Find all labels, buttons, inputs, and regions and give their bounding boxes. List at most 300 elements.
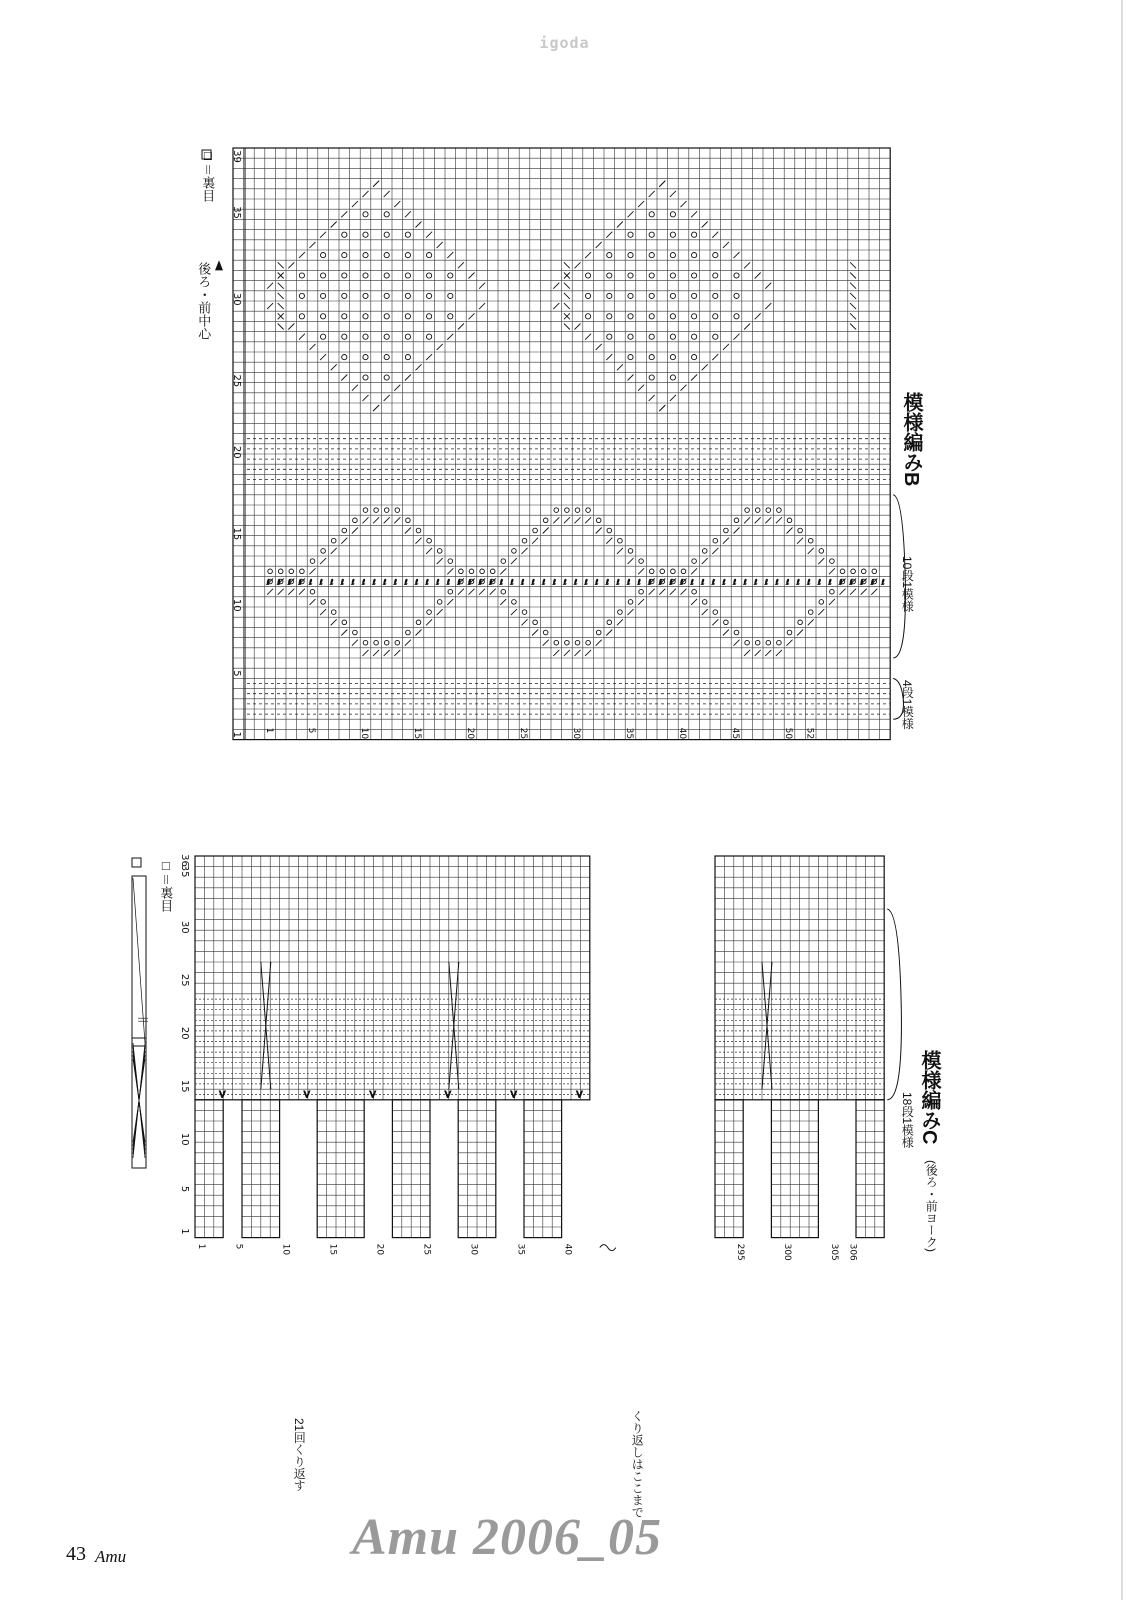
decrease-symbol bbox=[320, 354, 326, 360]
twisted-stitch: ℓ bbox=[690, 578, 694, 587]
wave-decrease bbox=[712, 619, 718, 625]
twisted-stitch: ℓ bbox=[881, 578, 885, 587]
yarn-over-symbol bbox=[628, 273, 633, 278]
wave-decrease bbox=[776, 517, 782, 523]
wave-decrease bbox=[320, 609, 326, 615]
decrease-symbol bbox=[310, 242, 316, 248]
chart-b-row-label: 10 bbox=[231, 598, 242, 612]
wave-decrease bbox=[405, 528, 411, 534]
chart-b-title: 模様編みB bbox=[900, 392, 922, 487]
wave-decrease bbox=[416, 538, 422, 544]
twisted-stitch: ℓ bbox=[351, 578, 355, 587]
cross-symbol bbox=[564, 283, 570, 289]
yarn-over-symbol bbox=[405, 273, 410, 278]
wave-decrease bbox=[352, 528, 358, 534]
wave-yarn-over bbox=[628, 600, 633, 605]
wave-yarn-over bbox=[830, 589, 835, 594]
wave-yarn-over bbox=[448, 589, 453, 594]
wave-decrease bbox=[617, 548, 623, 554]
wave-yarn-over bbox=[596, 630, 601, 635]
decrease-symbol bbox=[288, 262, 294, 268]
yarn-over-symbol bbox=[448, 273, 453, 278]
yarn-over-symbol bbox=[427, 273, 432, 278]
chart-b-row-label: 35 bbox=[231, 206, 242, 219]
chart-c-repeat-note: 21回くり返す bbox=[292, 1418, 307, 1492]
wave-decrease bbox=[861, 589, 867, 595]
chart-c-title: 模様編みC bbox=[918, 1050, 940, 1145]
yarn-over-symbol bbox=[427, 334, 432, 339]
wave-decrease bbox=[564, 517, 570, 523]
wave-yarn-over bbox=[363, 640, 368, 645]
yarn-over-symbol bbox=[670, 253, 675, 258]
yarn-over-symbol bbox=[363, 314, 368, 319]
cross-symbol bbox=[278, 293, 284, 299]
wave-decrease bbox=[553, 517, 559, 523]
decrease-symbol bbox=[670, 191, 676, 197]
yarn-over-symbol bbox=[670, 293, 675, 298]
decrease-symbol bbox=[288, 324, 294, 330]
wave-decrease bbox=[638, 568, 644, 574]
twisted-stitch: ℓ bbox=[521, 578, 525, 587]
twisted-stitch: ℓ bbox=[786, 578, 790, 587]
wave-yarn-over bbox=[840, 569, 845, 574]
twisted-stitch: ℓ bbox=[404, 578, 408, 587]
yarn-over-symbol bbox=[649, 334, 654, 339]
yarn-over-symbol bbox=[692, 334, 697, 339]
twisted-stitch: ℓ bbox=[553, 578, 556, 587]
wave-decrease bbox=[628, 558, 634, 564]
yarn-over-symbol bbox=[692, 355, 697, 360]
yarn-over-symbol bbox=[342, 232, 347, 237]
chart-c-col-label: 305 bbox=[828, 1243, 839, 1261]
yarn-over-symbol bbox=[649, 355, 654, 360]
yarn-over-symbol bbox=[586, 273, 591, 278]
wave-yarn-over bbox=[777, 640, 782, 645]
chart-c-col-label: 295 bbox=[734, 1243, 745, 1261]
wave-decrease bbox=[310, 568, 316, 574]
twisted-stitch: ℓ bbox=[807, 578, 811, 587]
yarn-over-symbol bbox=[448, 314, 453, 319]
chart-b-row-label: 1 bbox=[231, 731, 242, 738]
decrease-symbol bbox=[659, 181, 665, 187]
yarn-over-symbol bbox=[427, 253, 432, 258]
wave-yarn-over bbox=[861, 569, 866, 574]
yarn-over-symbol bbox=[342, 273, 347, 278]
wave-yarn-over bbox=[702, 600, 707, 605]
wave-yarn-over bbox=[416, 528, 421, 533]
twisted-stitch: ℓ bbox=[754, 578, 758, 587]
decrease-symbol bbox=[744, 324, 750, 330]
wave-yarn-over bbox=[851, 569, 856, 574]
wave-decrease bbox=[744, 650, 750, 656]
decrease-symbol bbox=[394, 385, 400, 391]
page-edge-shadow bbox=[1121, 0, 1123, 1600]
wave-decrease bbox=[797, 630, 803, 636]
yarn-over-symbol bbox=[363, 355, 368, 360]
decrease-symbol bbox=[363, 191, 369, 197]
yarn-over-symbol bbox=[405, 253, 410, 258]
chart-b-col-label: 20 bbox=[465, 727, 476, 740]
wave-decrease bbox=[426, 548, 432, 554]
twisted-stitch: ℓ bbox=[637, 578, 641, 587]
rib-strip bbox=[856, 1100, 884, 1238]
chart-c-repeat: 18段1模様 bbox=[900, 1092, 915, 1149]
wave-decrease bbox=[384, 650, 390, 656]
wave-yarn-over bbox=[755, 640, 760, 645]
rib-strip bbox=[317, 1100, 364, 1238]
chart-b-col-label: 10 bbox=[359, 727, 370, 740]
wave-yarn-over bbox=[395, 640, 400, 645]
wave-decrease bbox=[500, 599, 506, 605]
decrease-symbol bbox=[341, 375, 347, 381]
chart-b-col-label: 15 bbox=[412, 727, 423, 740]
wave-decrease bbox=[299, 589, 305, 595]
wave-decrease bbox=[808, 619, 814, 625]
wave-yarn-over bbox=[353, 630, 358, 635]
chart-b-row-label: 30 bbox=[231, 292, 242, 306]
wave-yarn-over bbox=[724, 528, 729, 533]
wave-decrease bbox=[405, 640, 411, 646]
twisted-stitch: ℓ bbox=[743, 578, 747, 587]
yarn-over-symbol bbox=[607, 314, 612, 319]
wave-yarn-over bbox=[798, 528, 803, 533]
decrease-symbol bbox=[617, 364, 623, 370]
cross-symbol bbox=[850, 262, 856, 268]
wave-yarn-over bbox=[639, 559, 644, 564]
yarn-over-symbol bbox=[628, 253, 633, 258]
yarn-over-symbol bbox=[363, 253, 368, 258]
decrease-symbol bbox=[352, 201, 358, 207]
chart-c-row-label: 1 bbox=[179, 1228, 190, 1235]
wave-yarn-over bbox=[618, 610, 623, 615]
yarn-over-symbol bbox=[734, 273, 739, 278]
wave-decrease bbox=[818, 558, 824, 564]
wave-decrease bbox=[447, 599, 453, 605]
yarn-over-symbol bbox=[628, 334, 633, 339]
wave-yarn-over bbox=[416, 620, 421, 625]
bracket-18-rows bbox=[887, 909, 901, 1100]
wave-decrease bbox=[394, 650, 400, 656]
decrease-symbol bbox=[426, 354, 432, 360]
chart-c-row-label: 10 bbox=[179, 1132, 190, 1146]
chart-c-col-label: 1 bbox=[196, 1243, 206, 1250]
yarn-over-symbol bbox=[321, 334, 326, 339]
wave-decrease bbox=[787, 528, 793, 534]
wave-yarn-over bbox=[819, 549, 824, 554]
chart-c-gridlines bbox=[195, 856, 884, 1238]
wave-yarn-over bbox=[724, 620, 729, 625]
wave-decrease bbox=[384, 517, 390, 523]
chart-b-row-label: 20 bbox=[231, 445, 242, 459]
yarn-over-symbol bbox=[692, 273, 697, 278]
increase-symbol: V bbox=[510, 1090, 517, 1101]
twisted-stitch: ℓ bbox=[542, 578, 546, 587]
yarn-over-symbol bbox=[321, 293, 326, 298]
wave-yarn-over bbox=[819, 600, 824, 605]
wave-yarn-over bbox=[533, 528, 538, 533]
wave-yarn-over bbox=[618, 538, 623, 543]
wave-yarn-over bbox=[607, 528, 612, 533]
decrease-symbol bbox=[384, 395, 390, 401]
chart-b-col-label: 45 bbox=[730, 727, 741, 740]
yarn-over-symbol bbox=[628, 293, 633, 298]
yarn-over-symbol bbox=[692, 293, 697, 298]
yarn-over-symbol bbox=[713, 293, 718, 298]
decrease-symbol bbox=[723, 242, 729, 248]
twisted-stitch: ℓ bbox=[330, 578, 334, 587]
wave-yarn-over bbox=[448, 559, 453, 564]
yarn-over-symbol bbox=[363, 375, 368, 380]
chart-c-row-label: 36 bbox=[179, 854, 190, 867]
chart-c-col-label: 10 bbox=[280, 1243, 291, 1256]
chart-c-col-label: 5 bbox=[233, 1243, 244, 1250]
yarn-over-symbol bbox=[384, 212, 389, 217]
wave-decrease bbox=[787, 640, 793, 646]
yarn-over-symbol bbox=[342, 314, 347, 319]
decrease-symbol bbox=[352, 385, 358, 391]
twisted-stitch: ℓ bbox=[818, 578, 821, 587]
wave-yarn-over bbox=[331, 610, 336, 615]
wave-yarn-over bbox=[607, 620, 612, 625]
wave-yarn-over bbox=[660, 569, 665, 574]
decrease-symbol bbox=[765, 283, 771, 289]
yarn-over-symbol bbox=[670, 355, 675, 360]
decrease-symbol bbox=[606, 354, 612, 360]
decrease-symbol bbox=[734, 334, 740, 340]
yarn-over-symbol bbox=[342, 334, 347, 339]
wave-decrease bbox=[649, 589, 655, 595]
wave-yarn-over bbox=[543, 518, 548, 523]
decrease-symbol bbox=[458, 262, 464, 268]
wave-yarn-over bbox=[268, 569, 273, 574]
decrease-symbol bbox=[553, 283, 559, 289]
chart-b-col-label: 5 bbox=[306, 727, 317, 734]
twisted-stitch: ℓ bbox=[319, 578, 323, 587]
wave-yarn-over bbox=[289, 569, 294, 574]
wave-decrease bbox=[543, 528, 549, 534]
wave-yarn-over bbox=[331, 538, 336, 543]
wave-decrease bbox=[363, 650, 369, 656]
twisted-stitch: ℓ bbox=[415, 578, 419, 587]
decrease-symbol bbox=[426, 232, 432, 238]
wave-yarn-over bbox=[798, 620, 803, 625]
wave-decrease bbox=[532, 538, 538, 544]
yarn-over-symbol bbox=[670, 375, 675, 380]
wave-yarn-over bbox=[787, 518, 792, 523]
wave-yarn-over bbox=[363, 508, 368, 513]
yarn-over-symbol bbox=[649, 273, 654, 278]
chart-b-row-label: 15 bbox=[231, 527, 242, 541]
chart-b-grid bbox=[200, 140, 920, 760]
wave-yarn-over bbox=[787, 630, 792, 635]
decrease-symbol bbox=[638, 201, 644, 207]
wave-yarn-over bbox=[692, 559, 697, 564]
twisted-stitch: ℓ bbox=[606, 578, 609, 587]
wave-decrease bbox=[628, 609, 634, 615]
yarn-over-symbol bbox=[649, 212, 654, 217]
wave-decrease bbox=[532, 630, 538, 636]
wave-yarn-over bbox=[469, 569, 474, 574]
wave-decrease bbox=[617, 619, 623, 625]
chart-b-repeat-4: 4段1模様 bbox=[900, 680, 915, 730]
wave-yarn-over bbox=[671, 569, 676, 574]
decrease-symbol bbox=[649, 191, 655, 197]
cross-symbol bbox=[850, 283, 856, 289]
increase-symbol: V bbox=[303, 1090, 310, 1101]
wave-decrease bbox=[447, 568, 453, 574]
wave-decrease bbox=[469, 589, 475, 595]
decrease-symbol bbox=[765, 303, 771, 309]
yarn-over-symbol bbox=[670, 212, 675, 217]
wave-decrease bbox=[702, 609, 708, 615]
wave-decrease bbox=[755, 650, 761, 656]
twisted-stitch: ℓ bbox=[309, 578, 313, 587]
yarn-over-symbol bbox=[692, 314, 697, 319]
yarn-over-symbol bbox=[713, 334, 718, 339]
wave-decrease bbox=[341, 538, 347, 544]
cross-symbol bbox=[850, 313, 856, 319]
wave-decrease bbox=[734, 528, 740, 534]
wave-decrease bbox=[755, 517, 761, 523]
wave-yarn-over bbox=[745, 508, 750, 513]
wave-decrease bbox=[479, 589, 485, 595]
yarn-over-symbol bbox=[628, 355, 633, 360]
cross-symbol bbox=[850, 303, 856, 309]
wave-decrease bbox=[341, 630, 347, 636]
yarn-over-symbol bbox=[384, 375, 389, 380]
decrease-symbol bbox=[585, 334, 591, 340]
decrease-symbol bbox=[437, 344, 443, 350]
wave-yarn-over bbox=[575, 640, 580, 645]
wave-yarn-over bbox=[395, 508, 400, 513]
chart-c-row-label: 25 bbox=[179, 973, 190, 987]
twisted-stitch: ℓ bbox=[383, 578, 387, 587]
wave-yarn-over bbox=[374, 508, 379, 513]
yarn-over-symbol bbox=[670, 273, 675, 278]
wave-decrease bbox=[596, 528, 602, 534]
wave-decrease bbox=[553, 650, 559, 656]
yarn-over-symbol bbox=[607, 253, 612, 258]
wave-yarn-over bbox=[565, 640, 570, 645]
twisted-stitch: ℓ bbox=[425, 578, 429, 587]
twisted-stitch: ℓ bbox=[341, 578, 344, 587]
magazine-name: Amu bbox=[95, 1547, 127, 1566]
yarn-over-symbol bbox=[405, 334, 410, 339]
chart-b-wave-lace bbox=[266, 508, 885, 656]
rib-strip bbox=[715, 1100, 743, 1238]
chart-c-col-label: 15 bbox=[327, 1243, 338, 1256]
chart-c-legend: □＝裏目 bbox=[158, 858, 174, 913]
wave-yarn-over bbox=[533, 620, 538, 625]
wave-yarn-over bbox=[490, 569, 495, 574]
yarn-over-symbol bbox=[384, 355, 389, 360]
wave-decrease bbox=[416, 630, 422, 636]
chart-c-row-label: 35 bbox=[179, 864, 190, 878]
yarn-over-symbol bbox=[448, 293, 453, 298]
twisted-stitch: ℓ bbox=[489, 578, 493, 587]
decrease-symbol bbox=[479, 283, 485, 289]
twisted-stitch: ℓ bbox=[436, 578, 440, 587]
wave-decrease bbox=[585, 650, 591, 656]
chart-c-repeat-end-note: くり返しはここまで bbox=[630, 1410, 645, 1518]
wave-decrease bbox=[670, 589, 676, 595]
wave-yarn-over bbox=[406, 518, 411, 523]
wave-decrease bbox=[500, 568, 506, 574]
yarn-over-symbol bbox=[384, 334, 389, 339]
yarn-over-symbol bbox=[384, 273, 389, 278]
wave-yarn-over bbox=[501, 559, 506, 564]
chart-c-title-suffix: (後ろ・前ヨーク) bbox=[924, 1160, 939, 1252]
chart-c-row-label: 15 bbox=[179, 1079, 190, 1093]
wave-yarn-over bbox=[808, 610, 813, 615]
wave-decrease bbox=[490, 589, 496, 595]
wave-decrease bbox=[659, 589, 665, 595]
wave-decrease bbox=[712, 548, 718, 554]
decrease-symbol bbox=[299, 252, 305, 258]
decrease-symbol bbox=[373, 181, 379, 187]
wave-yarn-over bbox=[427, 538, 432, 543]
twisted-stitch: ℓ bbox=[712, 578, 715, 587]
decrease-symbol bbox=[341, 211, 347, 217]
wave-decrease bbox=[437, 558, 443, 564]
twisted-stitch: ℓ bbox=[828, 578, 832, 587]
wave-decrease bbox=[765, 517, 771, 523]
yarn-over-symbol bbox=[384, 253, 389, 258]
twisted-stitch: ℓ bbox=[298, 578, 302, 587]
twisted-stitch: ℓ bbox=[871, 578, 874, 587]
wave-yarn-over bbox=[734, 630, 739, 635]
decrease-symbol bbox=[723, 344, 729, 350]
twisted-stitch: ℓ bbox=[722, 578, 726, 587]
yarn-over-symbol bbox=[670, 232, 675, 237]
rib-strip bbox=[771, 1100, 818, 1238]
yarn-over-symbol bbox=[607, 273, 612, 278]
yarn-over-symbol bbox=[363, 232, 368, 237]
decrease-symbol bbox=[447, 252, 453, 258]
twisted-stitch: ℓ bbox=[266, 578, 270, 587]
yarn-over-symbol bbox=[363, 273, 368, 278]
chart-b-col-label: 25 bbox=[518, 727, 529, 740]
decrease-symbol bbox=[416, 222, 422, 228]
wave-yarn-over bbox=[766, 508, 771, 513]
chart-c-col-label: 30 bbox=[468, 1243, 479, 1256]
yarn-over-symbol bbox=[342, 293, 347, 298]
yarn-over-symbol bbox=[363, 212, 368, 217]
yarn-over-symbol bbox=[405, 293, 410, 298]
decrease-symbol bbox=[299, 334, 305, 340]
wave-yarn-over bbox=[522, 538, 527, 543]
cross-symbol bbox=[564, 262, 570, 268]
wave-yarn-over bbox=[586, 640, 591, 645]
yarn-over-symbol bbox=[427, 314, 432, 319]
wave-yarn-over bbox=[777, 508, 782, 513]
twisted-stitch: ℓ bbox=[659, 578, 662, 587]
top-watermark: igoda bbox=[539, 34, 590, 52]
wave-yarn-over bbox=[575, 508, 580, 513]
wave-yarn-over bbox=[808, 538, 813, 543]
wave-yarn-over bbox=[596, 518, 601, 523]
decrease-symbol bbox=[405, 375, 411, 381]
chart-b-col-label: 30 bbox=[571, 727, 582, 740]
decrease-symbol bbox=[628, 211, 634, 217]
decrease-symbol bbox=[649, 395, 655, 401]
chart-b-row-label: 39 bbox=[231, 150, 242, 163]
wave-decrease bbox=[638, 599, 644, 605]
chart-b-col-label: 40 bbox=[677, 727, 688, 740]
yarn-over-symbol bbox=[384, 314, 389, 319]
wave-decrease bbox=[776, 650, 782, 656]
chart-c-row-label: 5 bbox=[179, 1185, 190, 1193]
